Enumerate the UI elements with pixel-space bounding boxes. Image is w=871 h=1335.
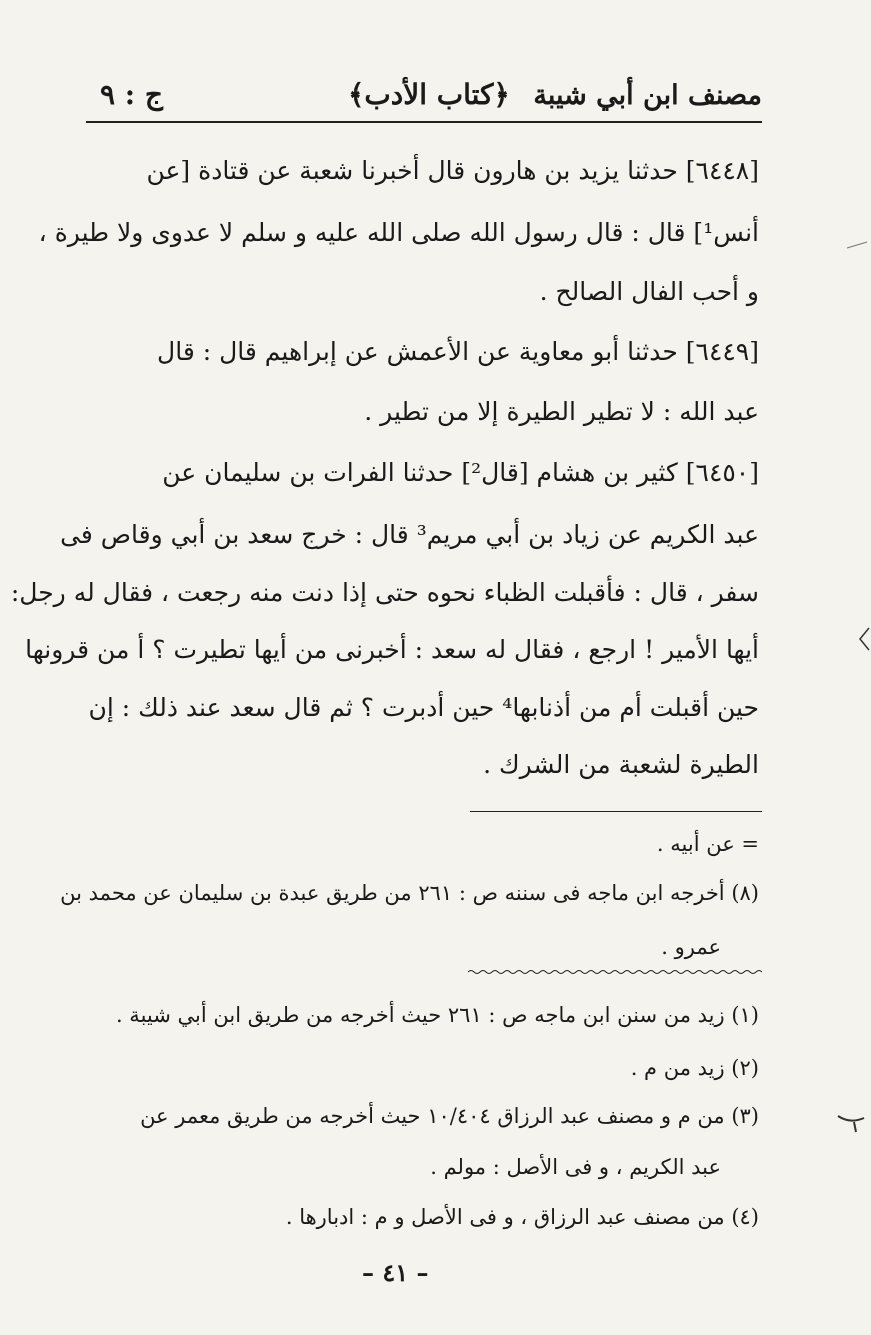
- running-header: [90, 72, 762, 120]
- margin-stroke-icon: [846, 240, 868, 250]
- chapter-title: ﴿كتاب الأدب﴾: [348, 78, 510, 111]
- book-title: مصنف ابن أبي شيبة: [533, 80, 762, 111]
- body-line: أيها الأمير ! ارجع ، فقال له سعد : أخبرنى من أيها تطيرت ؟ أ من قرونها: [25, 635, 759, 664]
- body-line: حين أقبلت أم من أذنابها⁴ حين أدبرت ؟ ثم قال سعد عند ذلك : إن: [88, 693, 759, 722]
- header-rule: [86, 121, 762, 123]
- footnote: عبد الكريم ، و فى الأصل : مولم .: [430, 1155, 721, 1179]
- body-line: عبد الكريم عن زياد بن أبي مريم³ قال : خرج سعد بن أبي وقاص فى: [60, 520, 759, 549]
- body-line: و أحب الفال الصالح .: [539, 277, 759, 306]
- carryover-note: = عن أبيه .: [656, 832, 759, 856]
- body-line: الطيرة لشعبة من الشرك .: [483, 750, 759, 779]
- footnote: (١) زيد من سنن ابن ماجه ص : ٢٦١ حيث أخرجه من طريق ابن أبي شيبة .: [115, 1003, 759, 1027]
- body-line: سفر ، قال : فأقبلت الظباء نحوه حتى إذا دنت منه رجعت ، فقال له رجل:: [10, 578, 759, 607]
- body-line: عبد الله : لا تطير الطيرة إلا من تطير .: [364, 397, 759, 426]
- carryover-note: (٨) أخرجه ابن ماجه فى سننه ص : ٢٦١ من طريق عبدة بن سليمان عن محمد بن: [60, 881, 759, 905]
- footnote: (٣) من م و مصنف عبد الرزاق ١٠/٤٠٤ حيث أخرجه من طريق معمر عن: [140, 1104, 759, 1128]
- body-line: [٦٤٤٨] حدثنا يزيد بن هارون قال أخبرنا شعبة عن قتادة [عن: [146, 156, 759, 185]
- carryover-note: عمرو .: [661, 935, 721, 959]
- body-line: [٦٤٤٩] حدثنا أبو معاوية عن الأعمش عن إبراهيم قال : قال: [157, 337, 759, 366]
- wavy-separator: [468, 969, 762, 975]
- volume-number: ج : ٩: [100, 78, 163, 111]
- footnote-rule: [470, 811, 762, 812]
- page-number: – ٤١ –: [362, 1258, 429, 1287]
- margin-bracket-icon: [858, 626, 870, 652]
- footnote: (٤) من مصنف عبد الرزاق ، و فى الأصل و م : ادبارها .: [285, 1205, 759, 1229]
- margin-mark-icon: [836, 1110, 866, 1136]
- body-line: [٦٤٥٠] كثير بن هشام [قال²] حدثنا الفرات بن سليمان عن: [162, 458, 759, 487]
- body-line: أنس¹] قال : قال رسول الله صلى الله عليه و سلم لا عدوى ولا طيرة ،: [38, 218, 759, 247]
- footnote: (٢) زيد من م .: [630, 1056, 759, 1080]
